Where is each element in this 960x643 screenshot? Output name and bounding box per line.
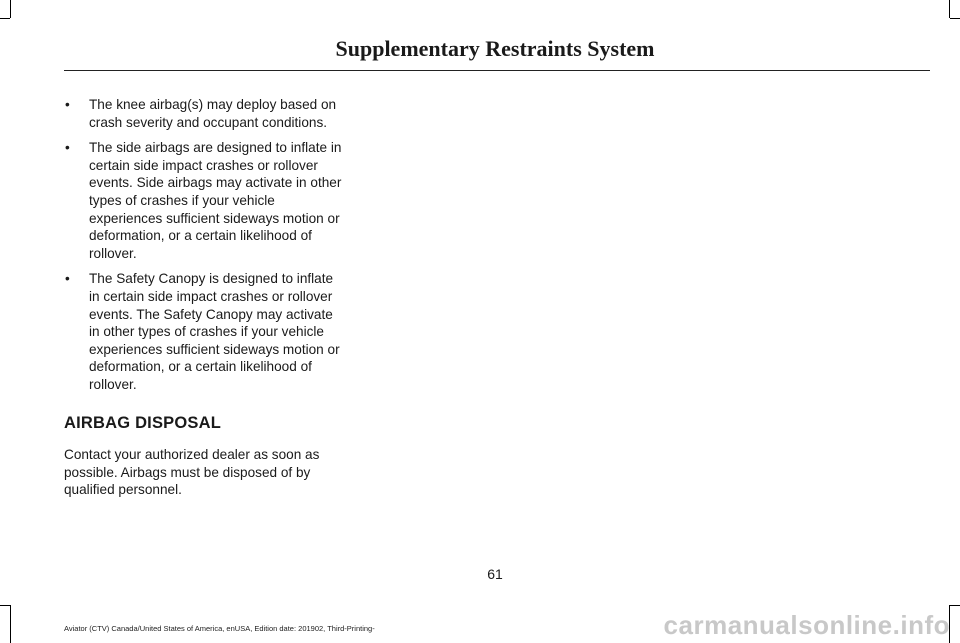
list-item <box>64 270 342 393</box>
body-paragraph: Contact your authorized dealer as soon as possible. Airbags must be disposed of by qualified personnel. <box>64 447 320 498</box>
page-number: 61 <box>487 566 503 582</box>
list-item <box>64 139 342 262</box>
bullet-icon: • <box>65 97 70 112</box>
list-item-text: The Safety Canopy is designed to inflate in certain side impact crashes or rollover events. The Safety Canopy may activate in other types of crashes if your vehicle experiences sufficient sideways motion or deformation, or a certain likelihood of rollover. <box>89 271 340 392</box>
section-heading: AIRBAG DISPOSAL <box>64 413 222 432</box>
bullet-list <box>64 96 342 394</box>
bullet-icon: • <box>65 140 70 156</box>
list-item-text: The side airbags are designed to inflate in certain side impact crashes or rollover events. Side airbags may activate in other types of crashes if your vehicle experiences sufficient sideways motion or deformation, or a certain likelihood of rollover. <box>89 140 342 261</box>
edition-footer: Aviator (CTV) Canada/United States of America, enUSA, Edition date: 201902, Third-Printing- <box>64 624 375 633</box>
list-item <box>64 96 342 131</box>
list-item-text: The knee airbag(s) may deploy based on crash severity and occupant conditions. <box>89 97 337 130</box>
bullet-icon: • <box>65 271 70 287</box>
header-divider <box>64 70 930 71</box>
crop-mark <box>0 605 10 606</box>
page-title: Supplementary Restraints System <box>335 36 655 61</box>
watermark: carmanualsonline.info <box>663 610 950 640</box>
crop-mark <box>949 0 950 18</box>
text-column <box>64 96 342 499</box>
crop-mark <box>0 18 10 19</box>
crop-mark <box>950 605 960 606</box>
crop-mark <box>950 18 960 19</box>
crop-mark <box>10 0 11 18</box>
crop-mark <box>10 605 11 643</box>
